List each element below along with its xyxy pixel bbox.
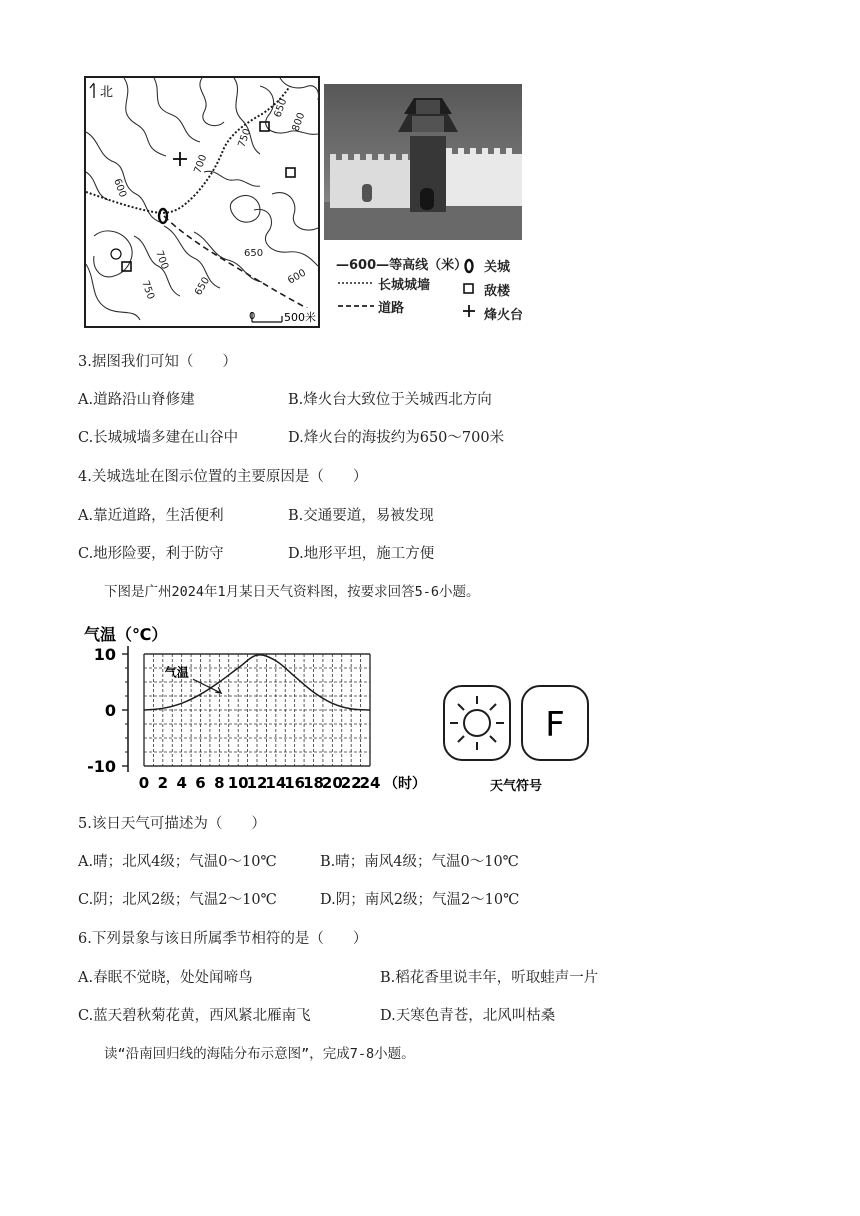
q6-option-b: B.稻花香里说丰年，听取蛙声一片	[380, 970, 599, 986]
q4-option-b: B.交通要道，易被发现	[288, 508, 434, 524]
map-legend	[336, 252, 536, 328]
x-axis-label: （时）	[384, 776, 426, 792]
x-tick-label: 0	[138, 774, 150, 792]
q5-option-a: A.晴；北风4级；气温0～10℃	[78, 854, 277, 870]
x-tick-label: 12	[246, 774, 268, 792]
x-tick-label: 2	[157, 774, 169, 792]
topographic-map	[84, 76, 320, 328]
q4-option-c: C.地形险要，利于防守	[78, 546, 224, 562]
y-axis-label: 气温（℃）	[84, 625, 168, 644]
scale-bar	[248, 308, 316, 324]
y-tick-label: 10	[93, 645, 116, 664]
x-tick-label: 16	[284, 774, 306, 792]
q6-option-c: C.蓝天碧秋菊花黄，西风紧北雁南飞	[78, 1008, 311, 1024]
x-tick-label: 14	[265, 774, 287, 792]
temperature-chart	[76, 618, 602, 802]
contour-label: 650	[193, 275, 213, 298]
great-wall-photo	[324, 84, 522, 240]
legend-tower: 敌楼	[484, 284, 511, 299]
intro-5-6: 下图是广州2024年1月某日天气资料图，按要求回答5-6小题。	[104, 584, 480, 600]
contour-label: 750	[236, 127, 254, 150]
q5-stem: 5.该日天气可描述为（ ）	[78, 816, 266, 832]
x-tick-label: 22	[340, 774, 362, 792]
legend-road-symbol	[336, 301, 376, 311]
contour-label: 600	[286, 267, 309, 287]
pass-icon	[462, 258, 476, 274]
legend-contour: —600—等高线（米）	[336, 258, 468, 273]
q4-option-a: A.靠近道路，生活便利	[78, 508, 224, 524]
y-tick-label: 0	[104, 701, 116, 720]
legend-road: 道路	[378, 301, 405, 316]
contour-label: 750	[139, 279, 157, 301]
x-tick-label: 18	[303, 774, 324, 792]
intro-7-8: 读“沿南回归线的海陆分布示意图”，完成7-8小题。	[104, 1046, 415, 1062]
q3-option-b: B.烽火台大致位于关城西北方向	[288, 392, 492, 408]
wind-symbol-text: F	[545, 705, 565, 745]
q3-option-d: D.烽火台的海拔约为650～700米	[288, 430, 505, 446]
q4-stem: 4.关城选址在图示位置的主要原因是（ ）	[78, 469, 368, 485]
q5-option-d: D.阴；南风2级；气温2～10℃	[320, 892, 520, 908]
contour-label: 800	[290, 111, 308, 134]
contour-label: 700	[153, 249, 171, 271]
q4-option-d: D.地形平坦，施工方便	[288, 546, 435, 562]
x-tick-label: 20	[321, 774, 343, 792]
q6-stem: 6.下列景象与该日所属季节相符的是（ ）	[78, 931, 368, 947]
legend-beacon: 烽火台	[484, 308, 524, 323]
x-tick-label: 4	[176, 774, 187, 792]
series-label: 气温	[164, 665, 189, 680]
q6-option-d: D.天寒色青苍，北风叫枯桑	[380, 1008, 556, 1024]
scale-label: 500米	[284, 311, 316, 324]
legend-pass: 关城	[484, 260, 511, 275]
q6-option-a: A.春眠不觉晓，处处闻啼鸟	[78, 970, 253, 986]
north-label: 北	[100, 85, 114, 100]
contour-label: 650	[244, 248, 264, 259]
contour-label: 700	[192, 153, 210, 176]
weather-symbol-label: 天气符号	[489, 779, 543, 794]
q3-option-a: A.道路沿山脊修建	[78, 392, 195, 408]
q3-option-c: C.长城城墙多建在山谷中	[78, 430, 239, 446]
legend-wall-symbol	[336, 278, 376, 288]
legend-wall: 长城城墙	[378, 278, 431, 293]
q3-stem: 3.据图我们可知（ ）	[78, 354, 237, 370]
q5-option-c: C.阴；北风2级；气温2～10℃	[78, 892, 277, 908]
contour-label: 600	[111, 177, 129, 199]
contour-label: 650	[272, 97, 290, 120]
x-tick-label: 6	[195, 774, 206, 792]
y-tick-label: -10	[87, 757, 116, 776]
x-tick-label: 10	[227, 774, 249, 792]
scale-zero: 0	[249, 311, 256, 322]
tower-icon	[462, 282, 476, 296]
x-tick-label: 24	[359, 774, 381, 792]
beacon-icon	[462, 304, 476, 318]
q5-option-b: B.晴；南风4级；气温0～10℃	[320, 854, 519, 870]
x-tick-label: 8	[214, 774, 225, 792]
